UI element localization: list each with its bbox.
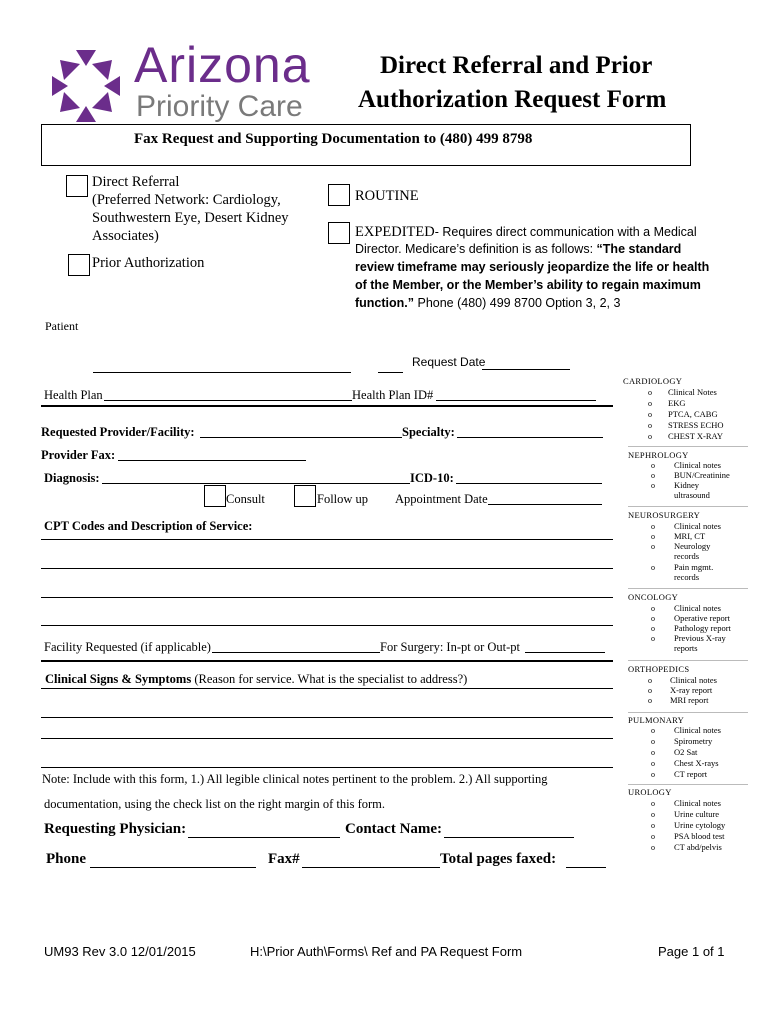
form-title-line2: Authorization Request Form bbox=[358, 86, 667, 113]
icd10-line[interactable] bbox=[456, 483, 602, 484]
expedited-l5b: Phone (480) 499 8700 Option 3, 2, 3 bbox=[414, 296, 621, 310]
checklist-title-nephrology: NEPHROLOGY bbox=[628, 450, 689, 460]
checklist-item: Clinical Notes bbox=[668, 387, 717, 397]
provider-fax-label: Provider Fax: bbox=[41, 448, 116, 462]
clinical-line-3[interactable] bbox=[41, 738, 613, 739]
checklist-item: Clinical notes bbox=[670, 675, 717, 685]
direct-referral-note-3: Associates) bbox=[92, 228, 159, 244]
cpt-line-2[interactable] bbox=[41, 568, 613, 569]
checklist-item: Spirometry bbox=[674, 736, 713, 746]
specialty-label: Specialty: bbox=[402, 425, 455, 439]
contact-name-label: Contact Name: bbox=[345, 821, 443, 837]
checklist-item: Pain mgmt. records bbox=[674, 562, 714, 582]
bullet-icon: o bbox=[648, 388, 652, 397]
checklist-title-oncology: ONCOLOGY bbox=[628, 592, 679, 602]
bullet-icon: o bbox=[648, 432, 652, 441]
bullet-icon: o bbox=[651, 542, 655, 551]
checklist-item: Clinical notes bbox=[674, 603, 721, 613]
checklist-title-urology: UROLOGY bbox=[628, 787, 672, 797]
specialty-line[interactable] bbox=[457, 437, 603, 438]
checklist-divider bbox=[628, 660, 748, 661]
expedited-label: EXPEDITED bbox=[355, 224, 435, 240]
bullet-icon: o bbox=[651, 481, 655, 490]
clinical-signs-label bbox=[45, 672, 467, 687]
direct-referral-note-2: Southwestern Eye, Desert Kidney bbox=[92, 210, 289, 226]
bullet-icon: o bbox=[651, 832, 655, 841]
bullet-icon: o bbox=[651, 843, 655, 852]
expedited-line3: review timeframe may seriously jeopardize the life or health bbox=[355, 260, 710, 274]
requested-provider-line[interactable] bbox=[200, 437, 402, 438]
section-divider-2 bbox=[41, 660, 613, 662]
appointment-date-line[interactable] bbox=[488, 504, 602, 505]
checklist-title-neurosurgery: NEUROSURGERY bbox=[628, 510, 701, 520]
footer-path: H:\Prior Auth\Forms\ Ref and PA Request Form bbox=[250, 944, 523, 959]
checklist-item: Clinical notes bbox=[674, 798, 721, 808]
request-date-line[interactable] bbox=[482, 369, 570, 370]
checklist-item: MRI report bbox=[670, 695, 709, 705]
fax-banner bbox=[41, 124, 691, 166]
request-date-label: Request Date bbox=[412, 355, 486, 369]
icd10-label: ICD-10: bbox=[410, 471, 454, 485]
follow-up-label: Follow up bbox=[317, 492, 369, 506]
checklist-item: CHEST X-RAY bbox=[668, 431, 724, 441]
phone-label: Phone bbox=[46, 851, 87, 867]
checklist-divider bbox=[628, 446, 748, 447]
fax-banner-text: Fax Request and Supporting Documentation to (480) 499 8798 bbox=[134, 131, 533, 147]
checklist-item: Clinical notes bbox=[674, 521, 721, 531]
prior-authorization-label: Prior Authorization bbox=[92, 255, 205, 271]
bullet-icon: o bbox=[651, 748, 655, 757]
health-plan-label: Health Plan bbox=[44, 388, 103, 402]
direct-referral-note-1: (Preferred Network: Cardiology, bbox=[92, 192, 281, 208]
expedited-line1 bbox=[355, 223, 697, 241]
checklist-divider bbox=[628, 784, 748, 785]
note-line-2: documentation, using the check list on the right margin of this form. bbox=[44, 797, 386, 811]
expedited-line4: of the Member, or the Member’s ability to regain maximum bbox=[355, 278, 701, 292]
checklist-item: Chest X-rays bbox=[674, 758, 719, 768]
checklist-item: Urine cytology bbox=[674, 820, 726, 830]
logo-name: Arizona bbox=[134, 37, 311, 93]
patient-line-2[interactable] bbox=[378, 372, 403, 373]
bullet-icon: o bbox=[651, 563, 655, 572]
bullet-icon: o bbox=[651, 726, 655, 735]
checklist-item: Operative report bbox=[674, 613, 730, 623]
checklist-item: CT abd/pelvis bbox=[674, 842, 722, 852]
consult-label: Consult bbox=[226, 492, 265, 506]
bullet-icon: o bbox=[648, 676, 652, 685]
bullet-icon: o bbox=[648, 399, 652, 408]
clinical-line-4[interactable] bbox=[41, 767, 613, 768]
follow-up-checkbox[interactable] bbox=[294, 485, 316, 507]
checklist-item: Kidney ultrasound bbox=[674, 480, 710, 500]
checklist-item: BUN/Creatinine bbox=[674, 470, 730, 480]
bullet-icon: o bbox=[651, 532, 655, 541]
bullet-icon: o bbox=[651, 604, 655, 613]
fax-label: Fax# bbox=[268, 851, 300, 867]
bullet-icon: o bbox=[648, 696, 652, 705]
checklist-item: Pathology report bbox=[674, 623, 731, 633]
checklist-item: Neurology records bbox=[674, 541, 711, 561]
bullet-icon: o bbox=[651, 810, 655, 819]
logo-sub: Priority Care bbox=[136, 90, 303, 123]
documentation-checklist bbox=[620, 376, 770, 856]
checklist-item: STRESS ECHO bbox=[668, 420, 724, 430]
checklist-title-pulmonary: PULMONARY bbox=[628, 715, 685, 725]
cpt-line-3[interactable] bbox=[41, 597, 613, 598]
patient-label: Patient bbox=[45, 319, 79, 333]
checklist-divider bbox=[628, 588, 748, 589]
bullet-icon: o bbox=[648, 421, 652, 430]
expedited-desc: - Requires direct communication with a Medical bbox=[434, 225, 697, 239]
logo bbox=[46, 37, 336, 128]
clinical-line-2[interactable] bbox=[41, 717, 613, 718]
for-surgery-line[interactable] bbox=[525, 652, 605, 653]
footer-revision: UM93 Rev 3.0 12/01/2015 bbox=[44, 944, 196, 959]
checklist-divider bbox=[628, 712, 748, 713]
total-pages-line[interactable] bbox=[566, 867, 606, 868]
bullet-icon: o bbox=[651, 522, 655, 531]
consult-checkbox[interactable] bbox=[204, 485, 226, 507]
expedited-l5a: function.” bbox=[355, 296, 415, 310]
cpt-line-4[interactable] bbox=[41, 625, 613, 626]
expedited-l2a: Director. Medicare’s definition is as follows: bbox=[355, 242, 597, 256]
cpt-line-1[interactable] bbox=[41, 539, 613, 540]
bullet-icon: o bbox=[651, 471, 655, 480]
checklist-item: MRI, CT bbox=[674, 531, 706, 541]
contact-name-line[interactable] bbox=[444, 837, 574, 838]
checklist-title-cardiology: CARDIOLOGY bbox=[623, 376, 683, 386]
logo-mark-icon bbox=[46, 46, 126, 126]
bullet-icon: o bbox=[648, 686, 652, 695]
checklist-item: Clinical notes bbox=[674, 460, 721, 470]
bullet-icon: o bbox=[651, 634, 655, 643]
bullet-icon: o bbox=[651, 759, 655, 768]
diagnosis-line[interactable] bbox=[102, 483, 410, 484]
checklist-item: Urine culture bbox=[674, 809, 720, 819]
checklist-item: Previous X-ray reports bbox=[674, 633, 726, 653]
for-surgery-label: For Surgery: In-pt or Out-pt bbox=[380, 640, 521, 654]
fax-line[interactable] bbox=[302, 867, 440, 868]
expedited-line2 bbox=[355, 242, 681, 256]
requesting-physician-label: Requesting Physician: bbox=[44, 821, 187, 837]
bullet-icon: o bbox=[651, 737, 655, 746]
health-plan-id-label: Health Plan ID# bbox=[352, 388, 434, 402]
clinical-line-1[interactable] bbox=[41, 688, 613, 689]
checklist-item: Clinical notes bbox=[674, 725, 721, 735]
facility-requested-label: Facility Requested (if applicable) bbox=[44, 640, 211, 654]
expedited-l2b: “The standard bbox=[596, 242, 682, 256]
routine-checkbox[interactable] bbox=[328, 184, 350, 206]
checklist-item: O2 Sat bbox=[674, 747, 698, 757]
bullet-icon: o bbox=[651, 624, 655, 633]
checklist-item: CT report bbox=[674, 769, 708, 779]
checklist-divider bbox=[628, 506, 748, 507]
bullet-icon: o bbox=[651, 799, 655, 808]
note-line-1: Note: Include with this form, 1.) All legible clinical notes pertinent to the problem. 2.) All supporting bbox=[42, 772, 548, 786]
bullet-icon: o bbox=[648, 410, 652, 419]
facility-requested-line[interactable] bbox=[212, 652, 380, 653]
footer-page: Page 1 of 1 bbox=[658, 944, 725, 959]
expedited-checkbox[interactable] bbox=[328, 222, 350, 244]
direct-referral-checkbox[interactable] bbox=[66, 175, 88, 197]
requesting-physician-line[interactable] bbox=[188, 837, 340, 838]
bullet-icon: o bbox=[651, 821, 655, 830]
provider-fax-line[interactable] bbox=[118, 460, 306, 461]
cpt-label: CPT Codes and Description of Service: bbox=[44, 519, 253, 533]
bullet-icon: o bbox=[651, 614, 655, 623]
phone-line[interactable] bbox=[90, 867, 256, 868]
requested-provider-label: Requested Provider/Facility: bbox=[41, 425, 195, 439]
diagnosis-label: Diagnosis: bbox=[44, 471, 100, 485]
clinical-signs-bold: Clinical Signs & Symptoms bbox=[45, 672, 192, 686]
section-divider-1 bbox=[41, 405, 613, 407]
checklist-title-orthopedics: ORTHOPEDICS bbox=[628, 664, 690, 674]
patient-line[interactable] bbox=[93, 372, 351, 373]
expedited-line5 bbox=[355, 296, 620, 310]
clinical-signs-rest: (Reason for service. What is the specialist to address?) bbox=[191, 672, 468, 686]
direct-referral-label: Direct Referral bbox=[92, 174, 180, 190]
checklist-item: PTCA, CABG bbox=[668, 409, 718, 419]
appointment-date-label: Appointment Date bbox=[395, 492, 488, 506]
routine-label: ROUTINE bbox=[355, 188, 419, 204]
total-pages-label: Total pages faxed: bbox=[440, 851, 557, 867]
bullet-icon: o bbox=[651, 461, 655, 470]
checklist-item: X-ray report bbox=[670, 685, 713, 695]
checklist-item: EKG bbox=[668, 398, 686, 408]
checklist-item: PSA blood test bbox=[674, 831, 725, 841]
health-plan-id-line[interactable] bbox=[436, 400, 596, 401]
health-plan-line[interactable] bbox=[104, 400, 352, 401]
bullet-icon: o bbox=[651, 770, 655, 779]
form-title-line1: Direct Referral and Prior bbox=[380, 52, 653, 79]
prior-authorization-checkbox[interactable] bbox=[68, 254, 90, 276]
